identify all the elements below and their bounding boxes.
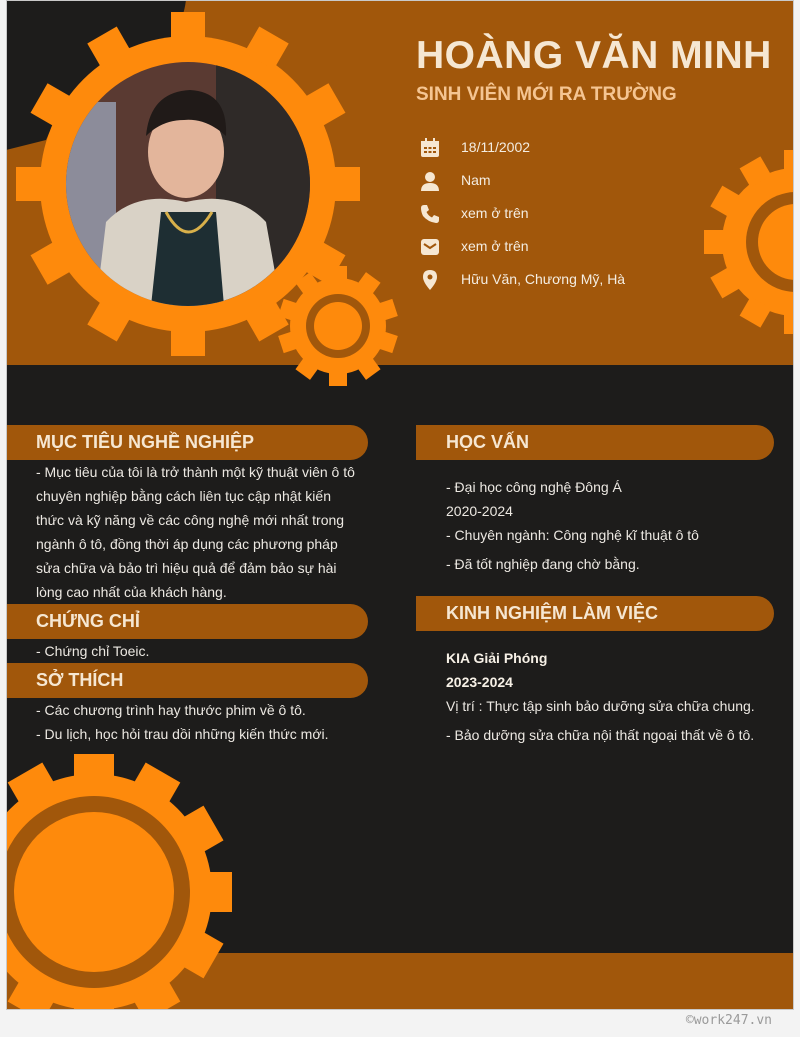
person-icon xyxy=(418,169,442,193)
section-header-certificates xyxy=(6,604,368,639)
experience-duty: - Bảo dưỡng sửa chữa nội thất ngoại thất về ô tô. xyxy=(446,727,755,743)
section-title: CHỨNG CHỈ xyxy=(36,611,140,631)
certificate-line: - Chứng chỉ Toeic. xyxy=(36,643,150,659)
location-pin-icon xyxy=(418,268,442,292)
gender-text: Nam xyxy=(461,172,491,188)
address-text: Hữu Văn, Chương Mỹ, Hà xyxy=(461,271,626,287)
section-header-hobbies xyxy=(6,663,368,698)
education-line: - Đã tốt nghiệp đang chờ bằng. xyxy=(446,556,640,572)
education-line: 2020-2024 xyxy=(446,503,513,519)
birthdate-text: 18/11/2002 xyxy=(461,139,531,155)
objective-line: chuyên nghiệp bằng cách liên tục cập nhật kiến xyxy=(36,488,331,504)
email-icon xyxy=(418,235,442,259)
contact-gender xyxy=(418,169,778,193)
objective-line: - Mục tiêu của tôi là trở thành một kỹ thuật viên ô tô xyxy=(36,464,355,480)
contact-email xyxy=(418,235,778,259)
section-header-education xyxy=(416,425,774,460)
education-line: - Đại học công nghệ Đông Á xyxy=(446,479,622,495)
objective-line: ngành ô tô, đồng thời áp dụng các phương pháp xyxy=(36,536,338,552)
phone-text: xem ở trên xyxy=(461,205,529,221)
cv-page xyxy=(6,0,794,1010)
hobby-line: - Các chương trình hay thước phim về ô tô. xyxy=(36,702,306,718)
contact-phone xyxy=(418,202,778,226)
experience-period: 2023-2024 xyxy=(446,674,513,690)
objective-line: sửa chữa và bảo trì hiệu quả để đảm bảo sự hài xyxy=(36,560,337,576)
section-title: MỤC TIÊU NGHỀ NGHIỆP xyxy=(36,432,255,452)
section-header-objective xyxy=(6,425,368,460)
hobby-line: - Du lịch, học hỏi trau dồi những kiến thức mới. xyxy=(36,726,329,742)
candidate-role: SINH VIÊN MỚI RA TRƯỜNG xyxy=(416,84,677,105)
contact-birthdate xyxy=(418,136,778,160)
candidate-name: HOÀNG VĂN MINH xyxy=(416,34,772,77)
profile-photo xyxy=(66,62,310,306)
watermark: ©work247.vn xyxy=(685,1013,772,1028)
section-title: HỌC VẤN xyxy=(446,432,530,452)
objective-line: lòng cao nhất của khách hàng. xyxy=(36,584,227,600)
section-header-experience xyxy=(416,596,774,631)
experience-position: Vị trí : Thực tập sinh bảo dưỡng sửa chữa chung. xyxy=(446,698,755,714)
experience-company: KIA Giải Phóng xyxy=(446,650,548,666)
bottom-gear-icon xyxy=(6,754,232,1010)
email-text: xem ở trên xyxy=(461,238,529,254)
section-title: SỞ THÍCH xyxy=(36,670,124,690)
objective-line: thức và kỹ năng về các công nghệ mới nhất trong xyxy=(36,512,345,528)
education-line: - Chuyên ngành: Công nghệ kĩ thuật ô tô xyxy=(446,527,699,543)
calendar-icon xyxy=(418,136,442,160)
contact-address xyxy=(418,268,778,292)
phone-icon xyxy=(418,202,442,226)
section-title: KINH NGHIỆM LÀM VIỆC xyxy=(446,603,659,623)
